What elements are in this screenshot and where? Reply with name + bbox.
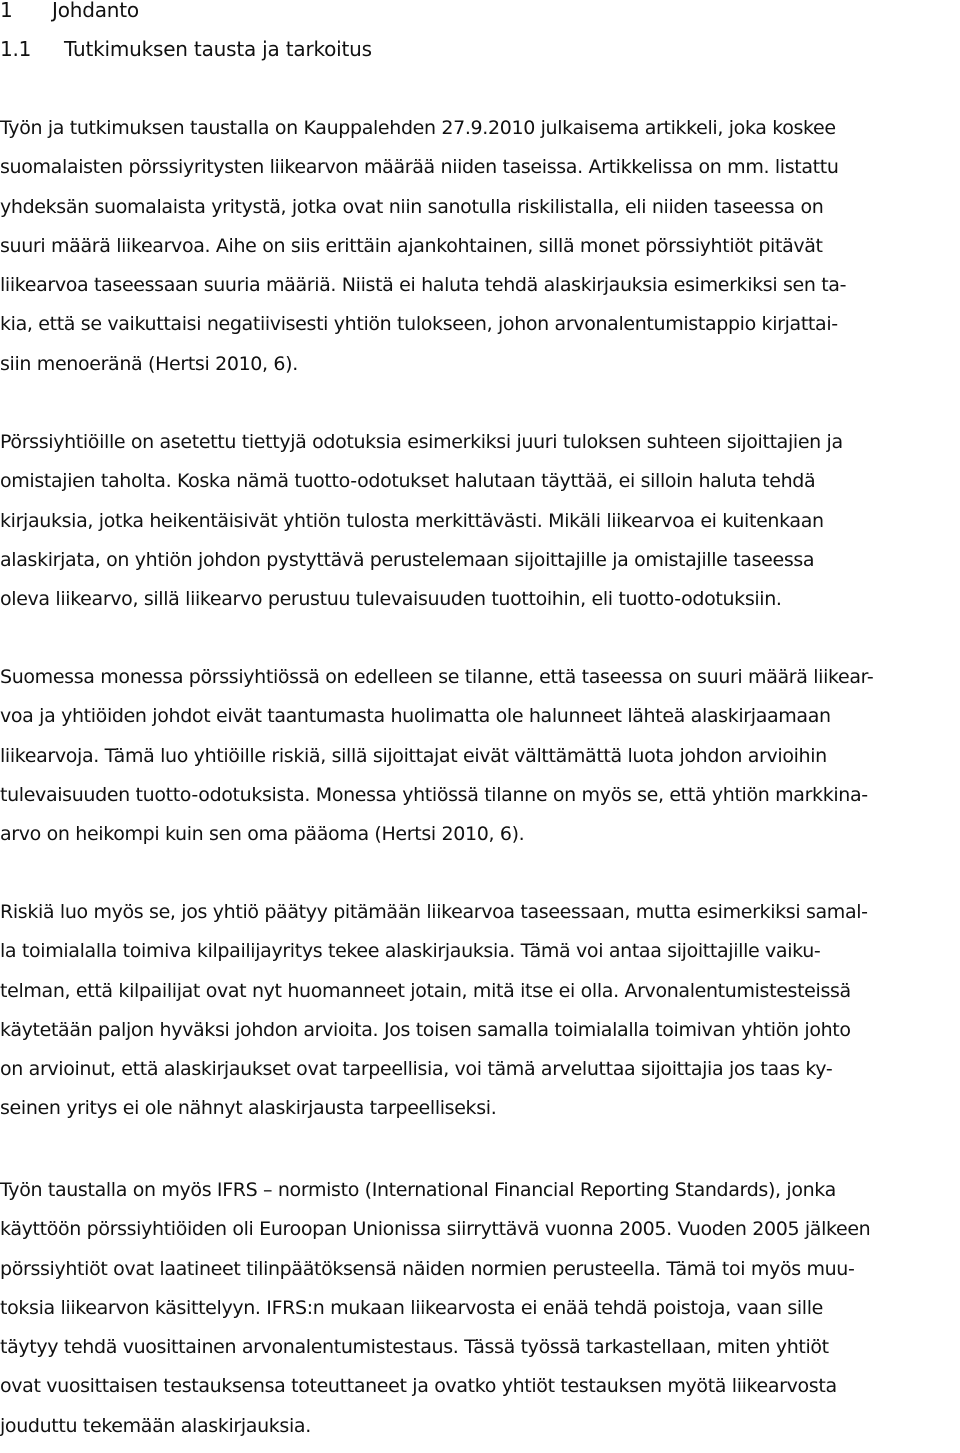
paragraph-5	[0, 1178, 870, 1453]
paragraph-line: käyttöön pörssiyhtiöiden oli Euroopan Unionissa siirryttävä vuonna 2005. Vuoden 2005 jälkeen	[0, 1218, 871, 1241]
chapter-heading	[0, 0, 139, 22]
paragraph-line: seinen yritys ei ole nähnyt alaskirjausta tarpeelliseksi.	[0, 1097, 497, 1120]
paragraph-line: Suomessa monessa pörssiyhtiössä on edelleen se tilanne, että taseessa on suuri määrä liikear-	[0, 666, 874, 688]
section-number: 1.1	[0, 37, 32, 61]
paragraph-line: Riskiä luo myös se, jos yhtiö päätyy pitämään liikearvoa taseessaan, mutta esimerkiksi samal-	[0, 901, 868, 923]
paragraph-3	[0, 665, 873, 861]
paragraph-line: Työn taustalla on myös IFRS – normisto (International Financial Reporting Standards), jonka	[0, 1179, 836, 1201]
paragraph-line: telman, että kilpailijat ovat nyt huomanneet jotain, mitä itse ei olla. Arvonalentumistesteissä	[0, 979, 851, 1002]
paragraph-line: Työn ja tutkimuksen taustalla on Kauppalehden 27.9.2010 julkaisema artikkeli, joka koskee	[0, 117, 836, 139]
paragraph-line: jouduttu tekemään alaskirjauksia.	[0, 1414, 311, 1437]
paragraph-line: la toimialalla toimiva kilpailijayritys tekee alaskirjauksia. Tämä voi antaa sijoittajille vaiku-	[0, 940, 821, 963]
section-heading	[0, 37, 372, 61]
paragraph-line: toksia liikearvon käsittelyyn. IFRS:n mukaan liikearvosta ei enää tehdä poistoja, vaan sille	[0, 1296, 823, 1319]
paragraph-line: täytyy tehdä vuosittainen arvonalentumistestaus. Tässä työssä tarkastellaan, miten yhtiöt	[0, 1336, 829, 1359]
paragraph-line: Pörssiyhtiöille on asetettu tiettyjä odotuksia esimerkiksi juuri tuloksen suhteen sijoittajien ja	[0, 431, 843, 453]
paragraph-line: käytetään paljon hyväksi johdon arvioita. Jos toisen samalla toimialalla toimivan yhtiön johto	[0, 1018, 851, 1041]
paragraph-line: liikearvoja. Tämä luo yhtiöille riskiä, sillä sijoittajat eivät välttämättä luota johdon arvioihin	[0, 744, 827, 767]
paragraph-line: suuri määrä liikearvoa. Aihe on siis erittäin ajankohtainen, sillä monet pörssiyhtiöt pitävät	[0, 234, 823, 257]
paragraph-2	[0, 430, 843, 626]
paragraph-line: kia, että se vaikuttaisi negatiivisesti yhtiön tulokseen, johon arvonalentumistappio kirjattai-	[0, 313, 838, 336]
paragraph-1	[0, 116, 846, 391]
paragraph-line: suomalaisten pörssiyritysten liikearvon määrää niiden taseissa. Artikkelissa on mm. listattu	[0, 156, 839, 179]
paragraph-line: ovat vuosittaisen testauksensa toteuttaneet ja ovatko yhtiöt testauksen myötä liikearvosta	[0, 1375, 837, 1398]
paragraph-line: arvo on heikompi kuin sen oma pääoma (Hertsi 2010, 6).	[0, 823, 525, 846]
paragraph-line: omistajien taholta. Koska nämä tuotto-odotukset halutaan täyttää, ei silloin haluta tehdä	[0, 470, 816, 493]
paragraph-4	[0, 900, 868, 1136]
paragraph-line: voa ja yhtiöiden johdot eivät taantumasta huolimatta ole halunneet lähteä alaskirjaamaan	[0, 705, 831, 728]
chapter-number: 1	[0, 0, 13, 22]
paragraph-line: siin menoeränä (Hertsi 2010, 6).	[0, 352, 298, 375]
paragraph-line: alaskirjata, on yhtiön johdon pystyttävä perustelemaan sijoittajille ja omistajille taseessa	[0, 548, 815, 571]
chapter-title: Johdanto	[52, 0, 139, 22]
paragraph-line: oleva liikearvo, sillä liikearvo perustuu tulevaisuuden tuottoihin, eli tuotto-odotuksiin.	[0, 588, 782, 611]
paragraph-line: tulevaisuuden tuotto-odotuksista. Monessa yhtiössä tilanne on myös se, että yhtiön markkina-	[0, 783, 868, 806]
paragraph-line: yhdeksän suomalaista yritystä, jotka ovat niin sanotulla riskilistalla, eli niiden taseessa on	[0, 195, 824, 218]
paragraph-line: liikearvoa taseessaan suuria määriä. Niistä ei haluta tehdä alaskirjauksia esimerkiksi sen ta-	[0, 274, 847, 297]
paragraph-line: pörssiyhtiöt ovat laatineet tilinpäätöksensä näiden normien perusteella. Tämä toi myös muu-	[0, 1257, 855, 1280]
paragraph-line: kirjauksia, jotka heikentäisivät yhtiön tulosta merkittävästi. Mikäli liikearvoa ei kuitenkaan	[0, 509, 824, 532]
paragraph-line: on arvioinut, että alaskirjaukset ovat tarpeellisia, voi tämä arveluttaa sijoittajia jos taas ky-	[0, 1058, 833, 1081]
section-title: Tutkimuksen tausta ja tarkoitus	[64, 37, 372, 61]
